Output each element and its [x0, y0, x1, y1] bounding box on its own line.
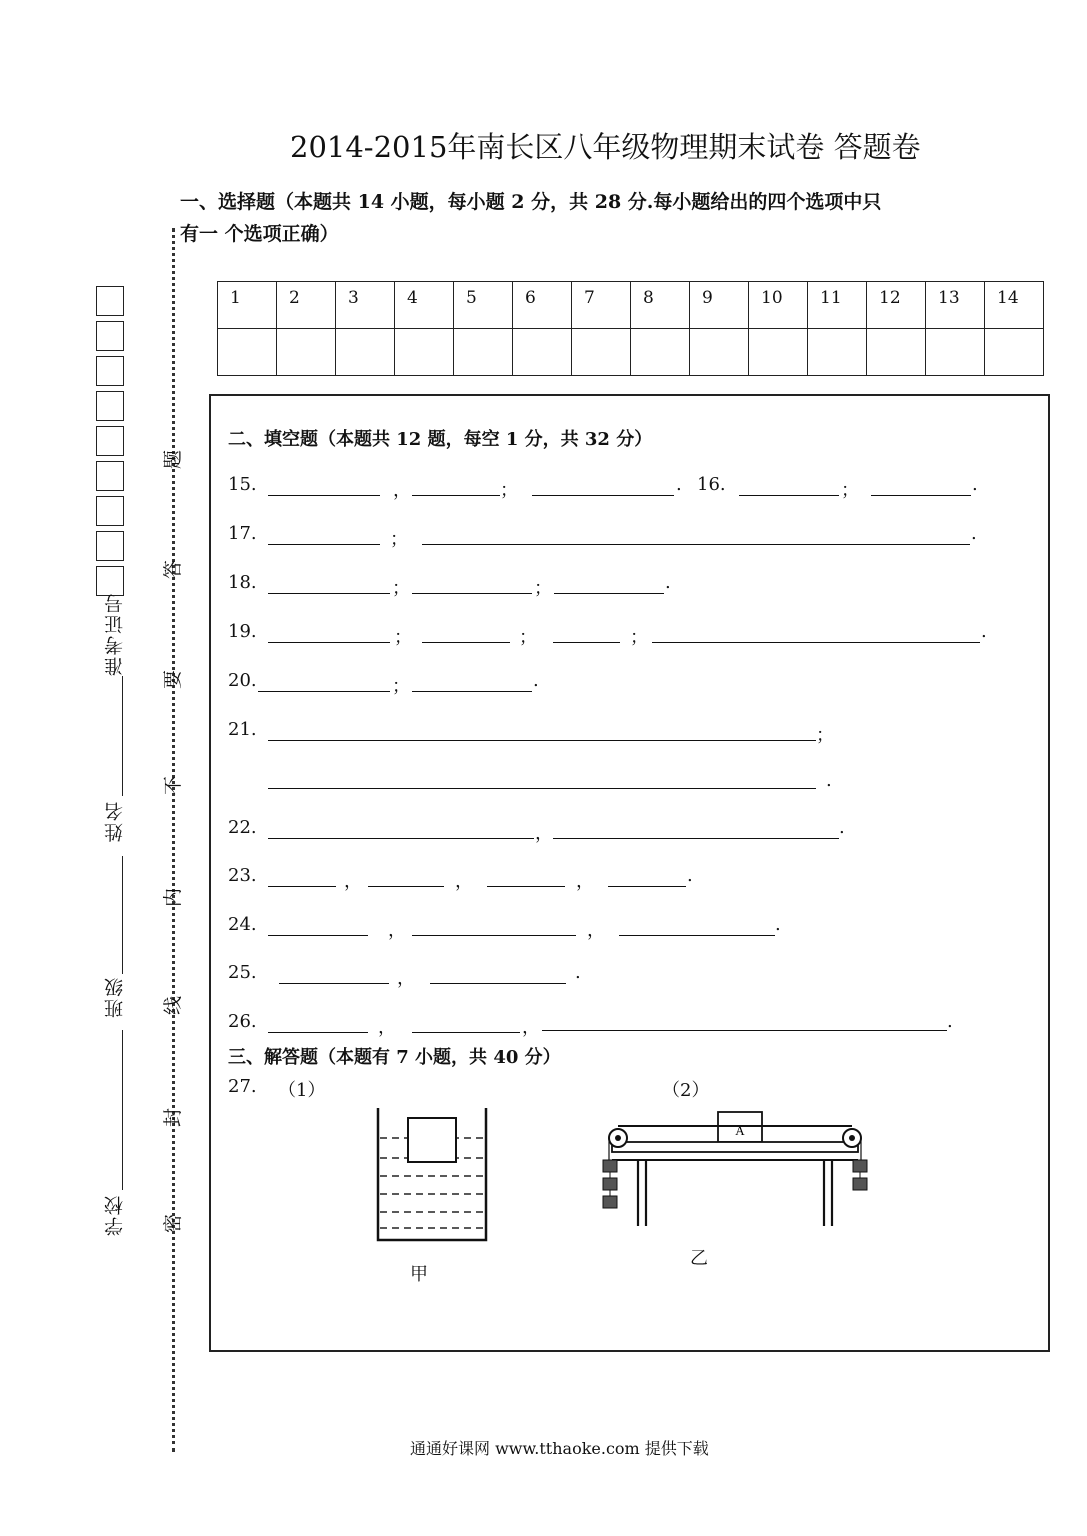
answer-cell[interactable]	[513, 329, 572, 376]
answer-cell[interactable]	[926, 329, 985, 376]
period: .	[533, 670, 539, 691]
exam-id-label: 准考证号	[104, 592, 126, 676]
q20-blank[interactable]	[412, 691, 532, 692]
name-underline[interactable]	[122, 676, 123, 796]
q27-label: 27.	[228, 1076, 257, 1097]
answer-cell[interactable]	[808, 329, 867, 376]
comma: ，	[393, 480, 411, 501]
q24-blank[interactable]	[268, 935, 368, 936]
q17-label: 17.	[228, 523, 257, 544]
answer-cell[interactable]	[690, 329, 749, 376]
q18-blank[interactable]	[554, 593, 664, 594]
q23-blank[interactable]	[268, 886, 336, 887]
question-number-cell: 12	[867, 282, 926, 329]
question-number-cell: 5	[454, 282, 513, 329]
q21-blank[interactable]	[268, 740, 816, 741]
period: .	[687, 865, 693, 886]
period: .	[972, 474, 978, 495]
q27-part2-label: （2）	[662, 1080, 710, 1101]
school-label: 学校	[104, 1194, 126, 1236]
section1-heading	[180, 186, 980, 250]
question-number-cell: 11	[808, 282, 867, 329]
answer-cell[interactable]	[336, 329, 395, 376]
semicolon: ；	[841, 480, 859, 501]
q16-label: 16.	[697, 474, 726, 495]
q15-label: 15.	[228, 474, 257, 495]
period: .	[665, 572, 671, 593]
q23-label: 23.	[228, 865, 257, 886]
figure-pulley-table	[598, 1108, 872, 1232]
id-box[interactable]	[96, 356, 124, 386]
semicolon: ；	[534, 578, 552, 599]
q15-blank[interactable]	[532, 495, 674, 496]
seal-char: 密	[162, 1213, 185, 1234]
q16-blank[interactable]	[739, 495, 839, 496]
seal-char: 不	[162, 775, 185, 796]
comma: ，	[388, 920, 406, 941]
q21-label: 21.	[228, 719, 257, 740]
comma: ，	[455, 871, 473, 892]
id-box[interactable]	[96, 531, 124, 561]
name-label: 姓名	[104, 800, 126, 842]
answer-cell[interactable]	[631, 329, 690, 376]
question-number-cell: 10	[749, 282, 808, 329]
q19-blank[interactable]	[422, 642, 510, 643]
question-number-row	[218, 282, 1044, 329]
q18-label: 18.	[228, 572, 257, 593]
exam-id-boxes	[96, 286, 124, 601]
period: .	[676, 474, 682, 495]
q23-blank[interactable]	[487, 886, 565, 887]
q26-blank[interactable]	[268, 1032, 368, 1033]
seal-char: 题	[162, 449, 185, 470]
semicolon: ；	[630, 627, 648, 648]
question-number-cell: 7	[572, 282, 631, 329]
question-number-cell: 2	[277, 282, 336, 329]
answer-row	[218, 329, 1044, 376]
period: .	[775, 914, 781, 935]
q22-label: 22.	[228, 817, 257, 838]
q21-blank[interactable]	[268, 788, 816, 789]
comma: ，	[344, 871, 362, 892]
block-a-label: A	[735, 1123, 745, 1138]
comma: ，	[378, 1017, 396, 1038]
footer-credit: 通通好课网 www.tthaoke.com 提供下载	[410, 1439, 709, 1458]
period: .	[575, 962, 581, 983]
figure-container-with-block	[370, 1104, 494, 1244]
seal-char: 答	[162, 559, 185, 580]
comma: ，	[397, 968, 415, 989]
semicolon: ；	[390, 529, 408, 550]
q23-blank[interactable]	[608, 886, 686, 887]
question-number-cell: 4	[395, 282, 454, 329]
question-number-cell: 3	[336, 282, 395, 329]
q24-blank[interactable]	[619, 935, 775, 936]
q22-blank[interactable]	[268, 838, 534, 839]
comma: ，	[535, 823, 553, 844]
choice-answer-table	[217, 281, 1044, 376]
semicolon: ；	[519, 627, 537, 648]
q25-label: 25.	[228, 962, 257, 983]
seal-char: 线	[162, 995, 185, 1016]
semicolon: ；	[500, 480, 518, 501]
q17-blank[interactable]	[422, 544, 970, 545]
q15-blank[interactable]	[412, 495, 500, 496]
section1-line1: 一、选择题（本题共 14 小题，每小题 2 分，共 28 分.每小题给出的四个选项中只	[180, 191, 882, 213]
q22-blank[interactable]	[553, 838, 839, 839]
seal-char: 内	[162, 887, 185, 908]
period: .	[826, 770, 832, 791]
q24-blank[interactable]	[412, 935, 576, 936]
id-box[interactable]	[96, 321, 124, 351]
answer-cell[interactable]	[749, 329, 808, 376]
question-number-cell: 6	[513, 282, 572, 329]
id-box[interactable]	[96, 496, 124, 526]
question-number-cell: 14	[985, 282, 1044, 329]
semicolon: ；	[392, 578, 410, 599]
answer-cell[interactable]	[218, 329, 277, 376]
id-box[interactable]	[96, 426, 124, 456]
q17-blank[interactable]	[268, 544, 380, 545]
answer-cell[interactable]	[985, 329, 1044, 376]
q25-blank[interactable]	[430, 983, 566, 984]
q25-blank[interactable]	[279, 983, 389, 984]
class-label: 班级	[104, 976, 126, 1018]
id-box[interactable]	[96, 391, 124, 421]
q19-label: 19.	[228, 621, 257, 642]
period: .	[981, 621, 987, 642]
section2-heading: 二、填空题（本题共 12 题，每空 1 分，共 32 分）	[228, 429, 653, 450]
seal-char: 要	[162, 669, 185, 690]
school-underline[interactable]	[122, 1030, 123, 1190]
comma: ，	[587, 920, 605, 941]
section3-heading: 三、解答题（本题有 7 小题，共 40 分）	[228, 1047, 561, 1068]
q20-label: 20.	[228, 670, 257, 691]
page-title: 2014-2015年南长区八年级物理期末试卷 答题卷	[290, 130, 921, 164]
semicolon: ；	[394, 627, 412, 648]
q26-blank[interactable]	[542, 1030, 947, 1031]
semicolon: ；	[392, 676, 410, 697]
q23-blank[interactable]	[368, 886, 444, 887]
q19-blank[interactable]	[652, 642, 980, 643]
q15-blank[interactable]	[268, 495, 380, 496]
q26-blank[interactable]	[412, 1032, 520, 1033]
q16-blank[interactable]	[871, 495, 971, 496]
comma: ，	[576, 871, 594, 892]
period: .	[839, 817, 845, 838]
question-number-cell: 8	[631, 282, 690, 329]
q20-blank[interactable]	[258, 691, 390, 692]
q27-part1-label: （1）	[278, 1080, 326, 1101]
q19-blank[interactable]	[268, 642, 390, 643]
answer-cell[interactable]	[867, 329, 926, 376]
question-number-cell: 13	[926, 282, 985, 329]
q18-blank[interactable]	[268, 593, 390, 594]
period: .	[971, 523, 977, 544]
answer-cell[interactable]	[572, 329, 631, 376]
section1-line2: 有一 个选项正确）	[180, 223, 339, 245]
q19-blank[interactable]	[553, 642, 620, 643]
semicolon: ；	[816, 725, 834, 746]
class-underline[interactable]	[122, 856, 123, 974]
figure1-caption: 甲	[410, 1264, 428, 1285]
id-box[interactable]	[96, 286, 124, 316]
id-box[interactable]	[96, 461, 124, 491]
figure2-caption: 乙	[690, 1248, 708, 1269]
answer-cell[interactable]	[277, 329, 336, 376]
seal-dotted-line	[172, 228, 175, 1452]
comma: ，	[522, 1017, 540, 1038]
q26-label: 26.	[228, 1011, 257, 1032]
seal-char: 封	[162, 1107, 185, 1128]
answer-cell[interactable]	[454, 329, 513, 376]
q24-label: 24.	[228, 914, 257, 935]
question-number-cell: 9	[690, 282, 749, 329]
period: .	[947, 1011, 953, 1032]
answer-cell[interactable]	[395, 329, 454, 376]
question-number-cell: 1	[218, 282, 277, 329]
q18-blank[interactable]	[412, 593, 532, 594]
